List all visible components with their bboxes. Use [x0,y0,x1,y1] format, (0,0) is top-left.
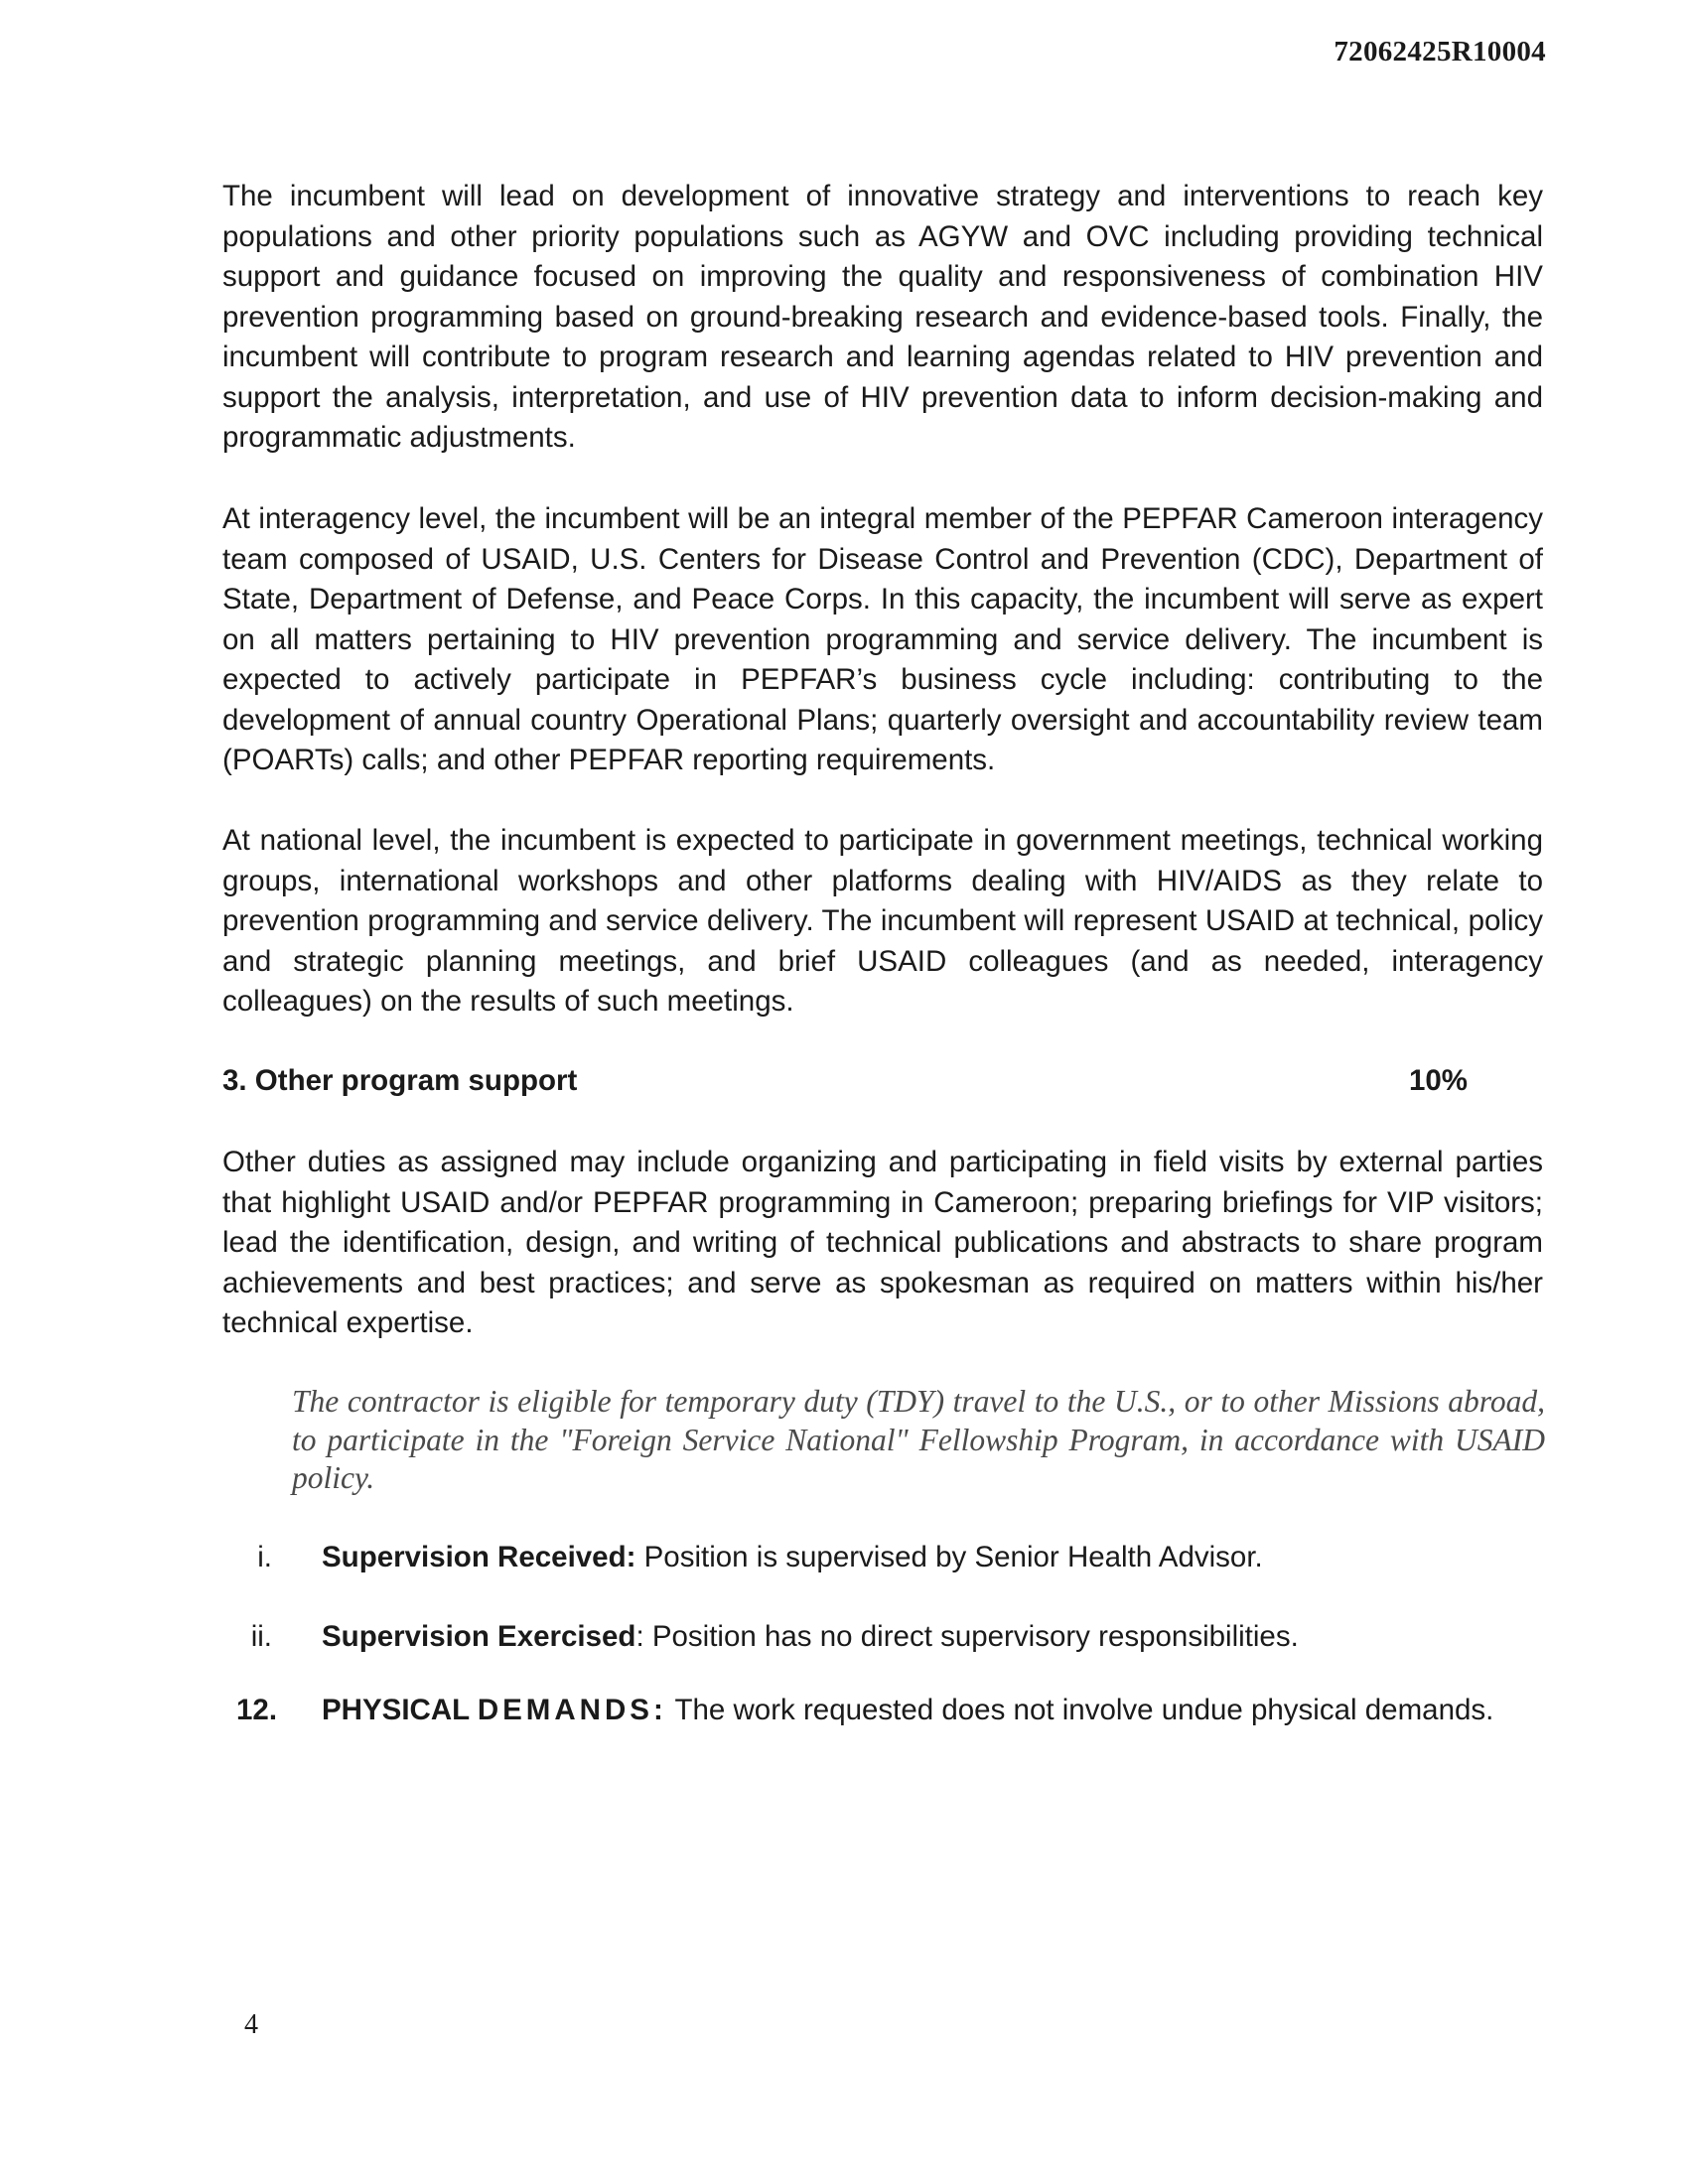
document-number: 72062425R10004 [1334,36,1546,68]
section-percent: 10% [1408,1064,1468,1097]
list-marker: i. [257,1541,272,1573]
tdy-travel-note: The contractor is eligible for temporary duty (TDY) travel to the U.S., or to other Missions abroad, to participate in the "Foreign Service National" Fellowship Program, in accordance with USAID policy. [292,1384,1545,1495]
paragraph-other-duties: Other duties as assigned may include organizing and participating in field visits by external parties that highlight USAID and/or PEPFAR programming in Cameroon; preparing briefings for VIP visitors; lead the identification, design, and writing of technical publications and abstracts to share program achievements and best practices; and serve as spokesman as required on matters within his/her technical expertise. [222,1146,1543,1339]
list-item-text: The work requested does not involve undue physical demands. [666,1694,1494,1726]
paragraph-incumbent-lead: The incumbent will lead on development of innovative strategy and interventions to reach key populations and other priority populations such as AGYW and OVC including providing technical support and guidance focused on improving the quality and responsiveness of combination HIV prevention programming based on ground-breaking research and evidence-based tools. Finally, the incumbent will contribute to program research and learning agendas related to HIV prevention and support the analysis, interpretation, and use of HIV prevention data to inform decision-making and programmatic adjustments. [222,180,1543,454]
list-item-text: Position is supervised by Senior Health Advisor. [635,1541,1263,1573]
list-item-label: PHYSICAL [322,1694,478,1726]
list-item-content [322,1617,1299,1657]
list-item-label: Supervision Exercised [322,1620,636,1653]
paragraph-national-level: At national level, the incumbent is expected to participate in government meetings, technical working groups, international workshops and other platforms dealing with HIV/AIDS as they relate to prevention programming and service delivery. The incumbent will represent USAID at technical, policy and strategic planning meetings, and brief USAID colleagues (and as needed, interagency colleagues) on the results of such meetings. [222,824,1543,1018]
list-item-text: : Position has no direct supervisory responsibilities. [635,1620,1299,1653]
page-number: 4 [244,2009,258,2040]
list-marker: ii. [250,1620,272,1653]
list-item-content [322,1538,1263,1577]
section-heading-other-program-support [222,1061,1468,1101]
section-title: 3. Other program support [222,1064,578,1097]
paragraph-interagency-level: At interagency level, the incumbent will be an integral member of the PEPFAR Cameroon interagency team composed of USAID, U.S. Centers for Disease Control and Prevention (CDC), Department of State, Department of Defense, and Peace Corps. In this capacity, the incumbent will serve as expert on all matters pertaining to HIV prevention programming and service delivery. The incumbent is expected to actively participate in PEPFAR’s business cycle including: contributing to the development of annual country Operational Plans; quarterly oversight and accountability review team (POARTs) calls; and other PEPFAR reporting requirements. [222,502,1543,776]
list-item-label: Supervision Received: [322,1541,636,1573]
list-item-content [322,1691,1493,1730]
list-item-label-spaced: DEMANDS: [477,1694,667,1726]
list-marker: 12. [236,1694,278,1726]
